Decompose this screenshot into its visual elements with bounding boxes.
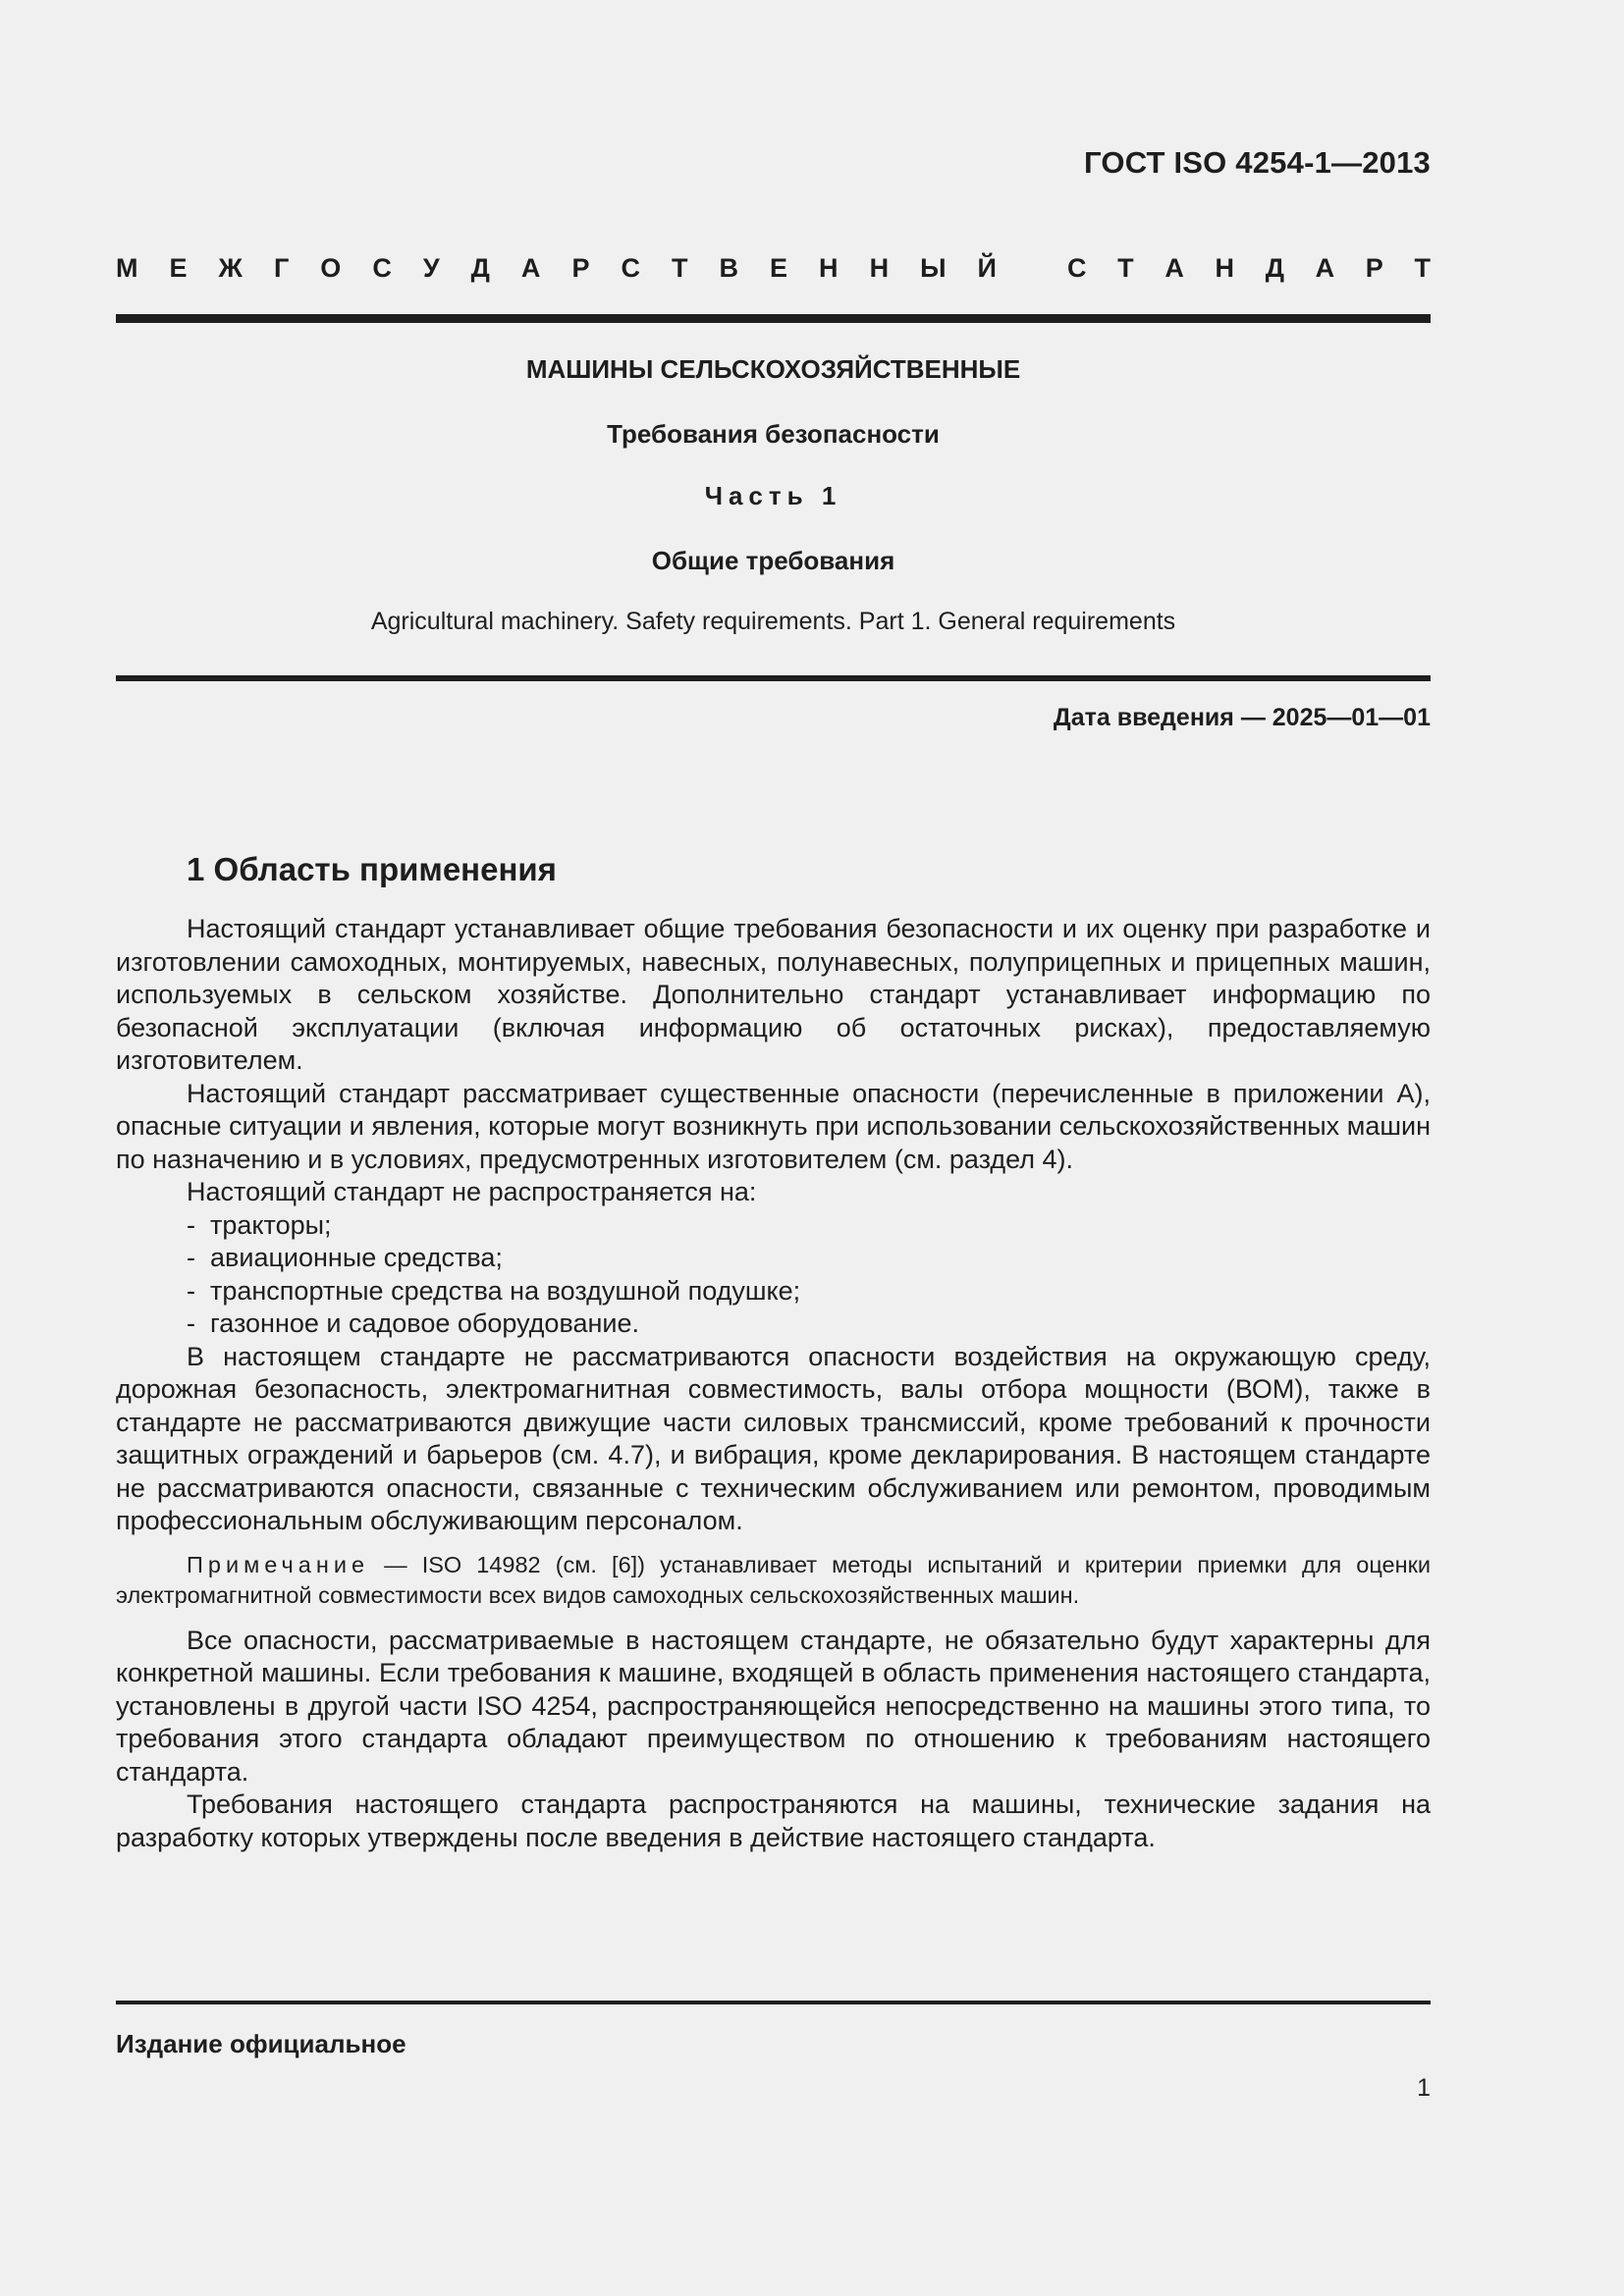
heading-letter: Г	[273, 253, 290, 283]
edition-label: Издание официальное	[116, 2029, 406, 2058]
heading-letter: Ж	[218, 253, 243, 283]
heading-letter: Т	[1414, 253, 1431, 283]
heading-letter: М	[116, 253, 138, 283]
heading-letter: А	[1164, 253, 1184, 283]
heading-letter: Р	[571, 253, 590, 283]
footer-divider	[116, 2001, 1431, 2004]
page-number: 1	[1417, 2074, 1431, 2102]
heading-letter: Н	[819, 253, 839, 283]
heading-letter: Н	[1215, 253, 1235, 283]
section-body	[116, 913, 1431, 1854]
heading-letter: У	[422, 253, 440, 283]
list-item	[187, 1308, 1431, 1341]
paragraph: В настоящем стандарте не рассматриваются опасности воздействия на окружающую среду, дорожная безопасность, электромагнитная совместимость, валы отбора мощности (ВОМ), также в стандарте не рассматриваются движущие части силовых трансмиссий, кроме требований к прочности защитных ограждений и барьеров (см. 4.7), и вибрация, кроме декларирования. В настоящем стандарте не рассматриваются опасности, связанные с техническим обслуживанием или ремонтом, проводимым профессиональным обслуживающим персоналом.	[116, 1341, 1431, 1535]
paragraph: Настоящий стандарт не распространяется на:	[187, 1177, 757, 1206]
top-divider	[116, 314, 1431, 323]
document-part: Часть 1	[704, 481, 842, 510]
list-dash: -	[187, 1308, 195, 1338]
heading-letter: С	[621, 253, 640, 283]
heading-letter: Е	[169, 253, 188, 283]
section-title: 1 Область применения	[187, 851, 557, 887]
list-item	[187, 1242, 1431, 1275]
note	[116, 1550, 1431, 1611]
heading-letter: О	[320, 253, 342, 283]
list-dash: -	[187, 1243, 195, 1272]
heading-letter: А	[1315, 253, 1335, 283]
section-scope	[116, 846, 1431, 1854]
heading-letter: Й	[977, 253, 997, 283]
standard-type-heading	[116, 253, 1431, 284]
heading-letter: Д	[470, 253, 490, 283]
list-dash: -	[187, 1209, 195, 1240]
list-item-text: газонное и садовое оборудование.	[210, 1308, 640, 1338]
list-item-text: авиационные средства;	[210, 1243, 503, 1272]
paragraph: Требования настоящего стандарта распространяются на машины, технические задания на разработку которых утверждены после введения в действие настоящего стандарта.	[116, 1789, 1431, 1852]
paragraph: Настоящий стандарт устанавливает общие требования безопасности и их оценку при разработке и изготовлении самоходных, монтируемых, навесных, полунавесных, полуприцепных и прицепных машин, используемых в сельском хозяйстве. Дополнительно стандарт устанавливает информацию по безопасной эксплуатации (включая информацию об остаточных рисках), предоставляемую изготовителем.	[116, 914, 1431, 1075]
document-part-title: Общие требования	[651, 546, 895, 575]
document-title: МАШИНЫ СЕЛЬСКОХОЗЯЙСТВЕННЫЕ	[525, 354, 1021, 384]
heading-letter: С	[1067, 253, 1087, 283]
heading-letter: В	[719, 253, 738, 283]
introduction-date: Дата введения — 2025—01—01	[1053, 704, 1431, 731]
heading-letter: А	[520, 253, 541, 283]
paragraph: Настоящий стандарт рассматривает существенные опасности (перечисленные в приложении А), опасные ситуации и явления, которые могут возникнуть при использовании сельскохозяйственных машин по назначению и в условиях, предусмотренных изготовителем (см. раздел 4).	[116, 1078, 1431, 1174]
title-divider	[116, 675, 1431, 681]
heading-letter: Д	[1265, 253, 1284, 283]
heading-letter: Р	[1365, 253, 1383, 283]
note-label: Примечание	[187, 1551, 370, 1577]
standard-type-word-interstate	[116, 253, 997, 284]
list-dash: -	[187, 1275, 195, 1306]
heading-letter: Т	[1117, 253, 1134, 283]
heading-letter: Н	[869, 253, 890, 283]
heading-letter: Е	[770, 253, 788, 283]
list-item-text: тракторы;	[210, 1209, 332, 1240]
heading-letter: Т	[671, 253, 688, 283]
heading-letter: С	[372, 253, 392, 283]
document-page	[116, 0, 1431, 2296]
standard-type-word-standard	[1067, 253, 1431, 284]
english-title: Agricultural machinery. Safety requirements. Part 1. General requirements	[370, 608, 1176, 635]
list-item	[187, 1209, 1431, 1243]
exclusions-list	[116, 1209, 1431, 1341]
note-text: — ISO 14982 (см. [6]) устанавливает методы испытаний и критерии приемки для оценки электромагнитной совместимости всех видов самоходных сельскохозяйственных машин.	[116, 1551, 1431, 1608]
document-subtitle: Требования безопасности	[607, 419, 940, 449]
document-code: ГОСТ ISO 4254-1—2013	[1084, 145, 1431, 180]
paragraph: Все опасности, рассматриваемые в настоящем стандарте, не обязательно будут характерны для конкретной машины. Если требования к машине, входящей в область применения настоящего стандарта, установлены в другой части ISO 4254, распространяющейся непосредственно на машины этого типа, то требования этого стандарта обладают преимуществом по отношению к требованиям настоящего стандарта.	[116, 1625, 1431, 1787]
list-item	[187, 1275, 1431, 1308]
heading-letter: Ы	[920, 253, 947, 283]
list-item-text: транспортные средства на воздушной подушке;	[210, 1275, 801, 1306]
